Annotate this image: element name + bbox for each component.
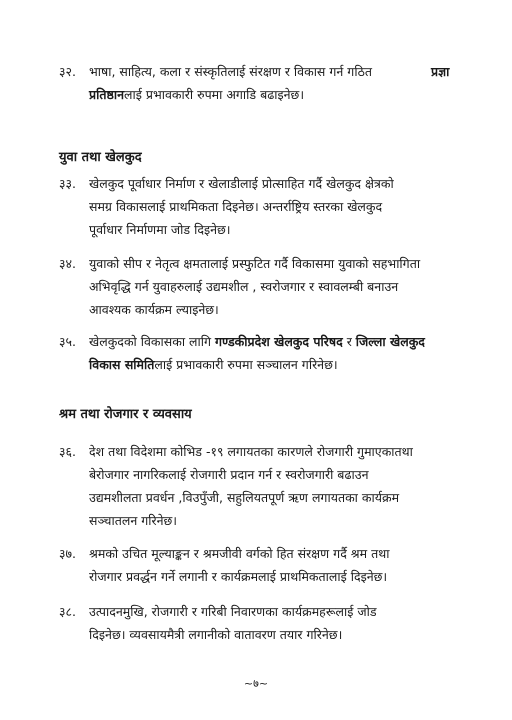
item-text: आवश्यक कार्यक्रम ल्याइनेछ।: [89, 302, 219, 317]
item-number: ३२.: [59, 64, 76, 79]
bold-term: प्रतिष्ठान: [89, 87, 125, 102]
item-text: खेलकुद पूर्वाधार निर्माण र खेलाडीलाई प्रोत्साहित गर्दै खेलकुद क्षेत्रको: [89, 176, 394, 191]
item-text: लाई प्रभावकारी रुपमा अगाडि बढाइनेछ।: [124, 87, 305, 102]
bold-term: प्रज्ञा: [431, 64, 450, 79]
item-number: ३६.: [59, 444, 76, 459]
list-item: [59, 440, 459, 532]
item-text: र: [342, 334, 356, 349]
item-text: दिइनेछ। व्यवसायमैत्री लगानीको वातावरण तयार गरिनेछ।: [89, 627, 343, 642]
section-heading: श्रम तथा रोजगार र व्यवसाय: [59, 407, 192, 422]
item-number: ३७.: [59, 546, 76, 561]
item-text: खेलकुदको विकासका लागि: [89, 334, 215, 349]
item-text: सञ्चातलन गरिनेछ।: [89, 513, 178, 528]
page-number: ~७~: [243, 677, 269, 690]
item-text: रोजगार प्रवर्द्धन गर्ने लगानी र कार्यक्रमलाई प्राथमिकतालाई दिइनेछ।: [89, 569, 388, 584]
item-text: देश तथा विदेशमा कोभिड -१९ लगायतका कारणले रोजगारी गुमाएकातथा: [89, 444, 413, 459]
item-text: समग्र विकासलाई प्राथमिकता दिइनेछ। अन्तर्राष्ट्रिय स्तरका खेलकुद: [89, 199, 383, 214]
item-number: ३४.: [59, 256, 76, 271]
item-number: ३३.: [59, 176, 76, 191]
list-item: [59, 542, 459, 588]
item-number: ३५.: [59, 334, 76, 349]
item-text: युवाको सीप र नेतृत्व क्षमतालाई प्रस्फुटित गर्दै विकासमा युवाको सहभागिता: [89, 256, 421, 271]
item-text: पूर्वाधार निर्माणमा जोड दिइनेछ।: [89, 222, 231, 237]
section-heading: युवा तथा खेलकुद: [59, 150, 142, 165]
item-text: उत्पादनमुखि, रोजगारी र गरिबी निवारणका कार्यक्रमहरूलाई जोड: [89, 604, 377, 619]
item-text: अभिवृद्धि गर्न युवाहरुलाई उद्यमशील , स्वरोजगार र स्वावलम्बी बनाउन: [89, 279, 399, 294]
bold-term: विकास समिति: [89, 357, 155, 372]
item-text: श्रमको उचित मूल्याङ्कन र श्रमजीवी वर्गको हित संरक्षण गर्दै श्रम तथा: [89, 546, 390, 561]
list-item: [59, 252, 459, 321]
bold-term: जिल्ला खेलकुद: [355, 334, 425, 349]
item-text: लाई प्रभावकारी रुपमा सञ्चालन गरिनेछ।: [154, 357, 338, 372]
list-item: [59, 600, 459, 646]
item-number: ३८.: [59, 604, 76, 619]
item-text: भाषा, साहित्य, कला र संस्कृतिलाई संरक्षण र विकास गर्न गठित: [89, 64, 372, 79]
list-item: [59, 60, 459, 106]
list-item: [59, 172, 459, 241]
item-text: उद्यमशीलता प्रवर्धन ,विउपुँजी, सहुलियतपूर्ण ऋण लगायतका कार्यक्रम: [89, 490, 400, 505]
bold-term: गण्डकीप्रदेश खेलकुद परिषद: [215, 334, 343, 349]
list-item: [59, 330, 459, 376]
item-text: बेरोजगार नागरिकलाई रोजगारी प्रदान गर्न र स्वरोजगारी बढाउन: [89, 467, 369, 482]
